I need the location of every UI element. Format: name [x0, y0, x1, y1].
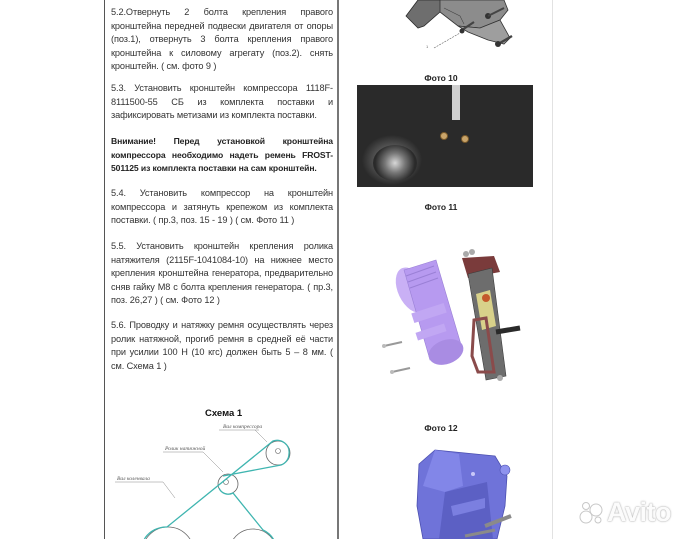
label-tensioner-roller: Ролик натяжной [165, 446, 206, 452]
warning-paragraph: Внимание! Перед установкой кронштейна компрессора необходимо надеть ремень FROST-501125 из комплекта поставки на сам кронштейн. [111, 136, 333, 174]
avito-logo-icon [578, 501, 608, 525]
photo-12-compressor-assembly [382, 248, 532, 398]
caption-photo-12: Фото 12 [424, 423, 458, 433]
paragraph-5-6: 5.6. Проводку и натяжку ремня осуществлять через ролик натяжной, прогиб ремня в средней её части при усилии 100 Н (10 кгс) должен быть 5 – 8 мм. ( см. Схема 1 ) [111, 320, 333, 371]
photo-13-compressor-bracket-blue [415, 446, 525, 539]
belt-path [142, 440, 289, 539]
paragraph-5-2: 5.2.Отвернуть 2 болта крепления правого кронштейна передней подвески двигателя от опоры (поз.1), отвернуть 3 болта крепления правого кронштейна к силовому агрегату (поз.2). снять кронштейн. ( см. фото 9 ) [111, 7, 333, 72]
caption-photo-10: Фото 10 [424, 73, 458, 83]
label-crankshaft: Вал коленвала [117, 476, 150, 482]
compressor-body [382, 260, 467, 374]
schema-labels [115, 424, 267, 498]
label-compressor-shaft: Вал компрессора [223, 424, 263, 430]
schema-title: Схема 1 [205, 408, 243, 419]
paragraph-5-5: 5.5. Установить кронштейн крепления ролика натяжителя (2115F-1041084-10) на нижнее место крепления кронштейна генератора, предварительно сняв гайку М8 с болта крепления генератора. ( пр.3, поз. 26,27 ) ( см. Фото 12 ) [111, 241, 333, 306]
photo-11-engine-bay [357, 85, 533, 187]
paragraph-5-3: 5.3. Установить кронштейн компрессора 1118F-8111500-55 СБ из комплекта поставки и зафиксировать метизами из комплекта поставки. [111, 83, 333, 121]
tensioner-bracket [462, 249, 520, 381]
svg-text:1: 1 [426, 44, 429, 49]
paragraph-5-4: 5.4. Установить компрессор на кронштейн компрессора и затянуть крепежом из комплекта поставки. ( пр.3, поз. 15 - 19 ) ( см. Фото 11 ) [111, 188, 333, 226]
page-divider [552, 0, 553, 539]
caption-photo-11: Фото 11 [424, 202, 458, 212]
instruction-text-column [104, 0, 339, 539]
belt-drive-schema [105, 418, 338, 539]
avito-watermark: Avito [607, 497, 671, 527]
photo-10-bracket-drawing [404, 0, 524, 58]
